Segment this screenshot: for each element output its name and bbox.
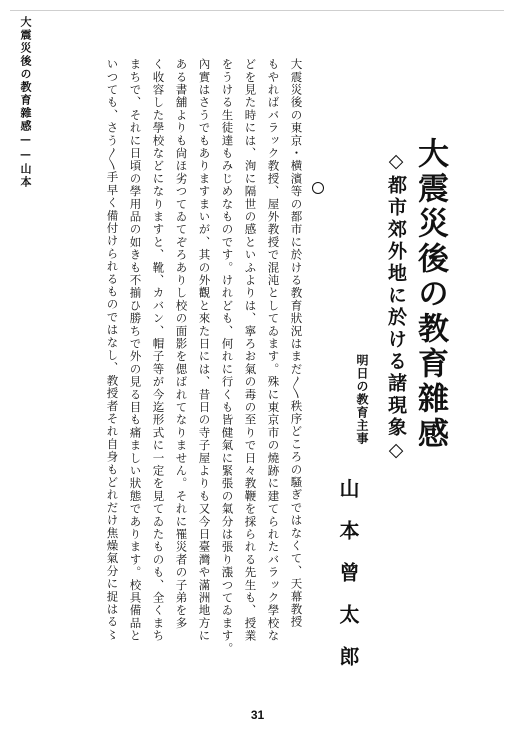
body-column-5: 內實はさうでもありますまいが、其の外觀と來た日には、昔日の寺子屋よりも又今日臺灣や滿洲地方に [197,58,212,643]
body-column-6: ある書舖よりも尙ほ劣つてゐてぞろありし校の面影を偲ばれてなりません。それに罹災者の子弟を多 [174,58,189,630]
article-subtitle: ◇都市郊外地に於ける諸現象◇ [385,150,407,464]
section-circle-mark [312,182,324,194]
body-column-3: どを見た時には、洵に隔世の感といふよりは、寧ろお氣の毒の至りで日々教鞭を採られる先生も、授業 [243,58,258,643]
article-title: 大震災後の教育雜感 [412,137,448,452]
running-head: 大震災後の教育雜感——山本 [19,16,32,189]
top-rule [10,10,504,11]
author-role: 明日の教育主事 [355,354,369,445]
body-column-8: まちで、それに日頃の學用品の如きも不揃ひ勝ちで外の見る目も痛ましい狀態であります。校具備品と [128,58,143,643]
body-column-1: 大震災後の東京・横濱等の都市に於ける教育狀況はまだ〳〵秩序どころの騷ぎではなくて、天幕教授 [289,58,304,629]
author-name: 山本曾太郎 [336,478,360,688]
page-number: 31 [250,708,265,722]
body-column-7: く收容した學校などになりますと、靴、カバン、帽子等が今迄形式に一定を見てゐたものも、全くまち [151,58,166,643]
body-column-2: もやればバラック教授、屋外教授で混沌としてゐます。殊に東京市の燒跡に建てられたバラック學校な [266,58,281,643]
body-column-9: いつても、さう〳〵手早く備付けられるものではなし、教授者それ自身もどれだけ焦燥氣分に捉はる〻 [105,58,120,641]
body-column-4: をうける生徒達もみじめなものです。けれども、何れに行くも皆健氣に緊張の氣分は張り漲つてゐます。 [220,58,235,655]
